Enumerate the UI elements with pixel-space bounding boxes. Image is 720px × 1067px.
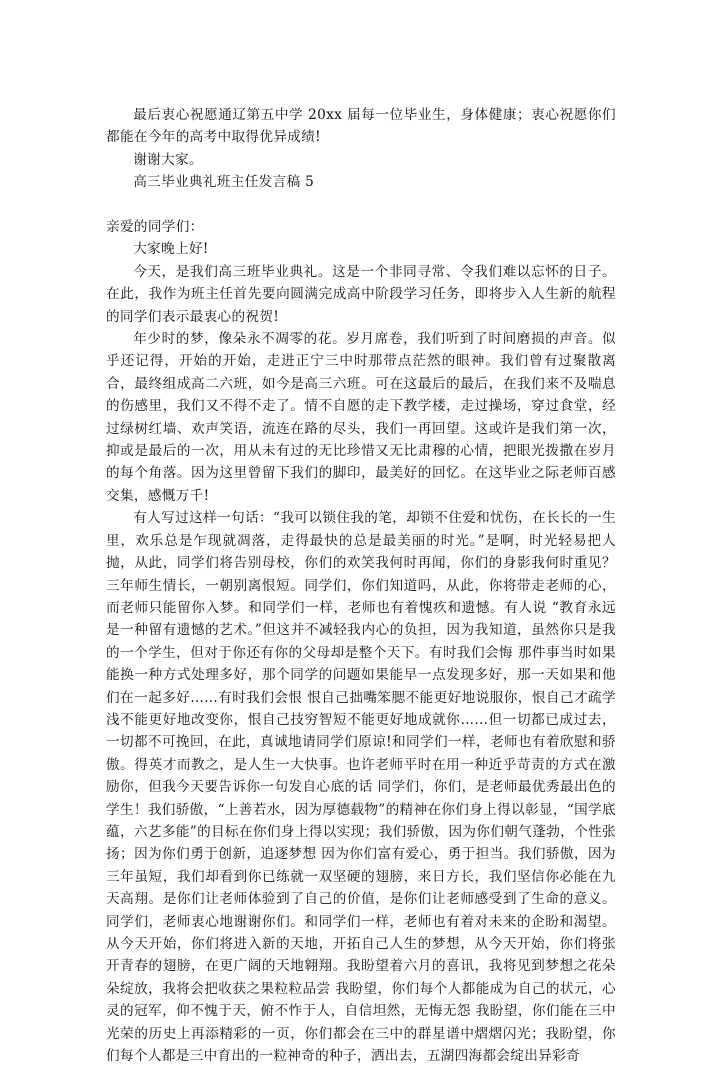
thanks-line: 谢谢大家。 [133, 151, 203, 168]
salutation: 亲爱的同学们： [106, 219, 204, 236]
closing-wish-paragraph: 最后衷心祝愿通辽第五中学 20xx 届每一位毕业生，身体健康；衷心祝愿你们都能在今年的高考中取得优异成绩! [106, 107, 616, 146]
greeting: 大家晚上好! [133, 241, 209, 258]
body-paragraph-3: 有人写过这样一句话：“我可以锁住我的笔，却锁不住爱和忧伤，在长长的一生里，欢乐总是乍现就凋落，走得最快的总是最美丽的时光。”是啊，时光轻易把人抛，从此，同学们将告别母校，你们的欢笑我何时再闻，你们的身影我何时重见？三年师生情长，一朝别离恨短。同学们，你们知道吗，从此，你将带走老师的心，而老师只能留你入梦。和同学们一样，老师也有着愧疚和遗憾。有人说 “教育永远是一种留有遗憾的艺术。”但这并不减轻我内心的负担，因为我知道，虽然你只是我的一个学生，但对于你还有你的父母却是整个天下。有时我们会悔 那件事当时如果能换一种方式处理多好，那个同学的问题如果能早一点发现多好，那一天如果和他们在一起多好……有时我们会恨 恨自己拙嘴笨腮不能更好地说服你，恨自己才疏学浅不能更好地改变你，恨自己技穷智短不能更好地成就你……但一切都已成过去，一切都不可挽回，在此，真诚地请同学们原谅!和同学们一样，老师也有着欣慰和骄傲。得英才而教之，是人生一大快事。也许老师平时在用一种近乎苛责的方式在激励你，但我今天要告诉你一句发自心底的话 同学们，你们，是老师最优秀最出色的学生！我们骄傲，“上善若水，因为厚德载物”的精神在你们身上得以彰显，“国学底蕴，六艺多能”的目标在你们身上得以实现；我们骄傲，因为你们朝气蓬勃，个性张扬；因为你们勇于创新，追逐梦想 因为你们富有爱心，勇于担当。我们骄傲，因为三年虽短，我们却看到你已练就一双坚硬的翅膀，来日方长，我们坚信你必能在九天高翔。是你们让老师体验到了自己的价值，是你们让老师感受到了生命的意义。同学们，老师衷心地谢谢你们。和同学们一样，老师也有着对未来的企盼和渴望。从今天开始，你们将进入新的天地，开拓自己人生的梦想，从今天开始，你们将张开青春的翅膀，在更广阔的天地翱翔。我盼望着六月的喜讯，我将见到梦想之花朵朵绽放，我将会把收获之果粒粒品尝 我盼望，你们每个人都能成为自己的状元，心灵的冠军，仰不愧于天，俯不怍于人，自信坦然，无悔无怨 我盼望，你们能在三中光荣的历史上再添精彩的一页，你们都会在三中的群星谱中熠熠闪光；我盼望，你们每个人都是三中育出的一粒神奇的种子，洒出去，五湖四海都会绽出异彩奇 [106, 510, 616, 1065]
section-title: 高三毕业典礼班主任发言稿 5 [133, 174, 315, 191]
body-paragraph-2: 年少时的梦，像朵永不凋零的花。岁月席卷，我们听到了时间磨损的声音。似乎还记得，开始的开始，走进正宁三中时那带点茫然的眼神。我们曾有过聚散离合，最终组成高二六班，如今是高三六班。可在这最后的最后，在我们来不及喘息的伤感里，我们又不得不走了。情不自愿的走下教学楼，走过操场，穿过食堂，经过绿树红墙、欢声笑语，流连在路的尽头，我们一再回望。这或许是我们第一次，抑或是最后的一次，用从未有过的无比珍惜又无比肃穆的心情，把眼光拨撒在岁月的每个角落。因为这里曾留下我们的脚印，最美好的回忆。在这毕业之际老师百感交集，感慨万千! [106, 331, 616, 504]
body-paragraph-1: 今天，是我们高三班毕业典礼。这是一个非同寻常、令我们难以忘怀的日子。在此，我作为班主任首先要向圆满完成高中阶段学习任务，即将步入人生新的航程的同学们表示最衷心的祝贺! [106, 263, 616, 325]
document-body [106, 104, 616, 1067]
blank-line [106, 194, 616, 216]
